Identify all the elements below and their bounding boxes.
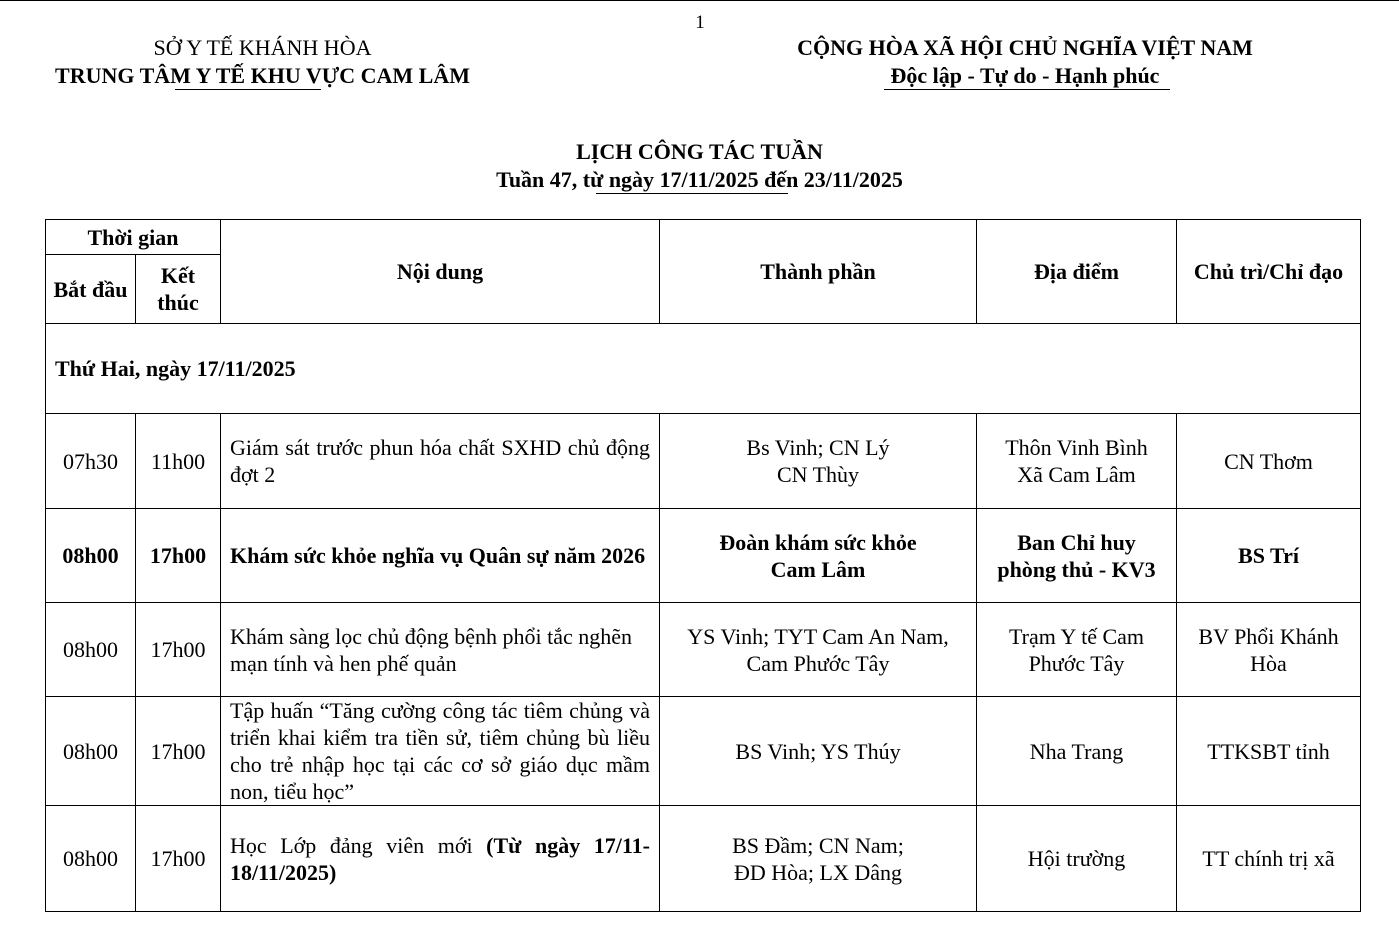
location-line: Thôn Vinh Bình [1005,435,1148,460]
start-time: 08h00 [46,806,136,912]
chair-cell: BV Phổi Khánh Hòa [1177,603,1361,697]
top-rule [0,0,1399,1]
header-left [30,34,495,90]
location-header: Địa điểm [977,220,1177,324]
participants-cell [660,603,977,697]
table-row [46,697,1361,806]
table-row [46,414,1361,509]
start-time: 08h00 [46,603,136,697]
location-cell [977,414,1177,509]
country-name: CỘNG HÒA XÃ HỘI CHỦ NGHĨA VIỆT NAM [797,35,1253,60]
participants-line: Cam Phước Tây [746,650,890,676]
participants-cell [660,509,977,603]
content-cell: Tập huấn “Tăng cường công tác tiêm chủng và triển khai kiểm tra tiền sử, tiêm chủng bù liều cho trẻ nhập học tại các cơ sở giáo dục mầm non, tiểu học” [221,697,660,806]
header-right [765,34,1285,90]
day-row [46,324,1361,414]
end-time: 17h00 [136,697,221,806]
department-name: SỞ Y TẾ KHÁNH HÒA [153,35,372,60]
content-date-range: (Từ ngày 17/11-18/11/2025) [230,832,651,885]
location-cell: Nha Trang [977,697,1177,806]
participants-line: CN Thùy [776,462,860,487]
content-cell [221,806,660,912]
chair-header: Chủ trì/Chỉ đạo [1177,220,1361,324]
participants-line: Bs Vinh; CN Lý [746,435,890,460]
time-group-header: Thời gian [46,220,221,255]
schedule-table [45,219,1361,912]
header-left-underline [175,89,321,90]
content-header: Nội dung [221,220,660,324]
end-header: Kết thúc [136,255,221,324]
chair-cell: BS Trí [1177,509,1361,603]
end-time: 17h00 [136,509,221,603]
location-cell [977,509,1177,603]
participants-line: ĐD Hòa; LX Dâng [733,859,903,885]
content-cell: Khám sàng lọc chủ động bệnh phổi tắc nghẽn mạn tính và hen phế quản [221,603,660,697]
start-time: 08h00 [46,509,136,603]
table-row [46,509,1361,603]
participants-cell: BS Vinh; YS Thúy [660,697,977,806]
title-week: Tuần 47, từ ngày 17/11/2025 đến 23/11/2025 [496,167,903,192]
location-line: Phước Tây [1028,650,1125,676]
chair-cell: CN Thơm [1177,414,1361,509]
participants-cell [660,414,977,509]
content-cell: Giám sát trước phun hóa chất SXHD chủ động đợt 2 [221,414,660,509]
motto-underline [884,89,1170,90]
content-cell: Khám sức khỏe nghĩa vụ Quân sự năm 2026 [221,509,660,603]
start-time: 08h00 [46,697,136,806]
location-line: Trạm Y tế Cam [1008,623,1145,649]
title-underline [596,193,788,194]
chair-cell: TT chính trị xã [1177,806,1361,912]
end-time: 17h00 [136,806,221,912]
chair-cell: TTKSBT tỉnh [1177,697,1361,806]
participants-line: Đoàn khám sức khỏe [719,529,917,555]
participants-header: Thành phần [660,220,977,324]
end-time: 11h00 [136,414,221,509]
location-line: Xã Cam Lâm [1017,462,1136,487]
participants-line: Cam Lâm [770,556,866,582]
location-line: Ban Chỉ huy [1017,529,1136,555]
participants-cell [660,806,977,912]
location-cell: Hội trường [977,806,1177,912]
participants-line: YS Vinh; TYT Cam An Nam, [687,623,949,649]
page-number: 1 [695,12,705,33]
start-time: 07h30 [46,414,136,509]
table-row [46,806,1361,912]
location-line: phòng thủ - KV3 [997,556,1156,582]
motto: Độc lập - Tự do - Hạnh phúc [890,63,1160,88]
start-header: Bắt đầu [46,255,136,324]
end-time: 17h00 [136,603,221,697]
center-name: TRUNG TÂM Y TẾ KHU VỰC CAM LÂM [55,63,470,88]
day-label: Thứ Hai, ngày 17/11/2025 [46,324,1361,414]
document-title [0,138,1399,194]
participants-line: BS Đầm; CN Nam; [732,832,904,858]
location-cell [977,603,1177,697]
table-row [46,603,1361,697]
title-main: LỊCH CÔNG TÁC TUẦN [576,139,823,164]
content-text: Học Lớp đảng viên mới [230,832,473,858]
